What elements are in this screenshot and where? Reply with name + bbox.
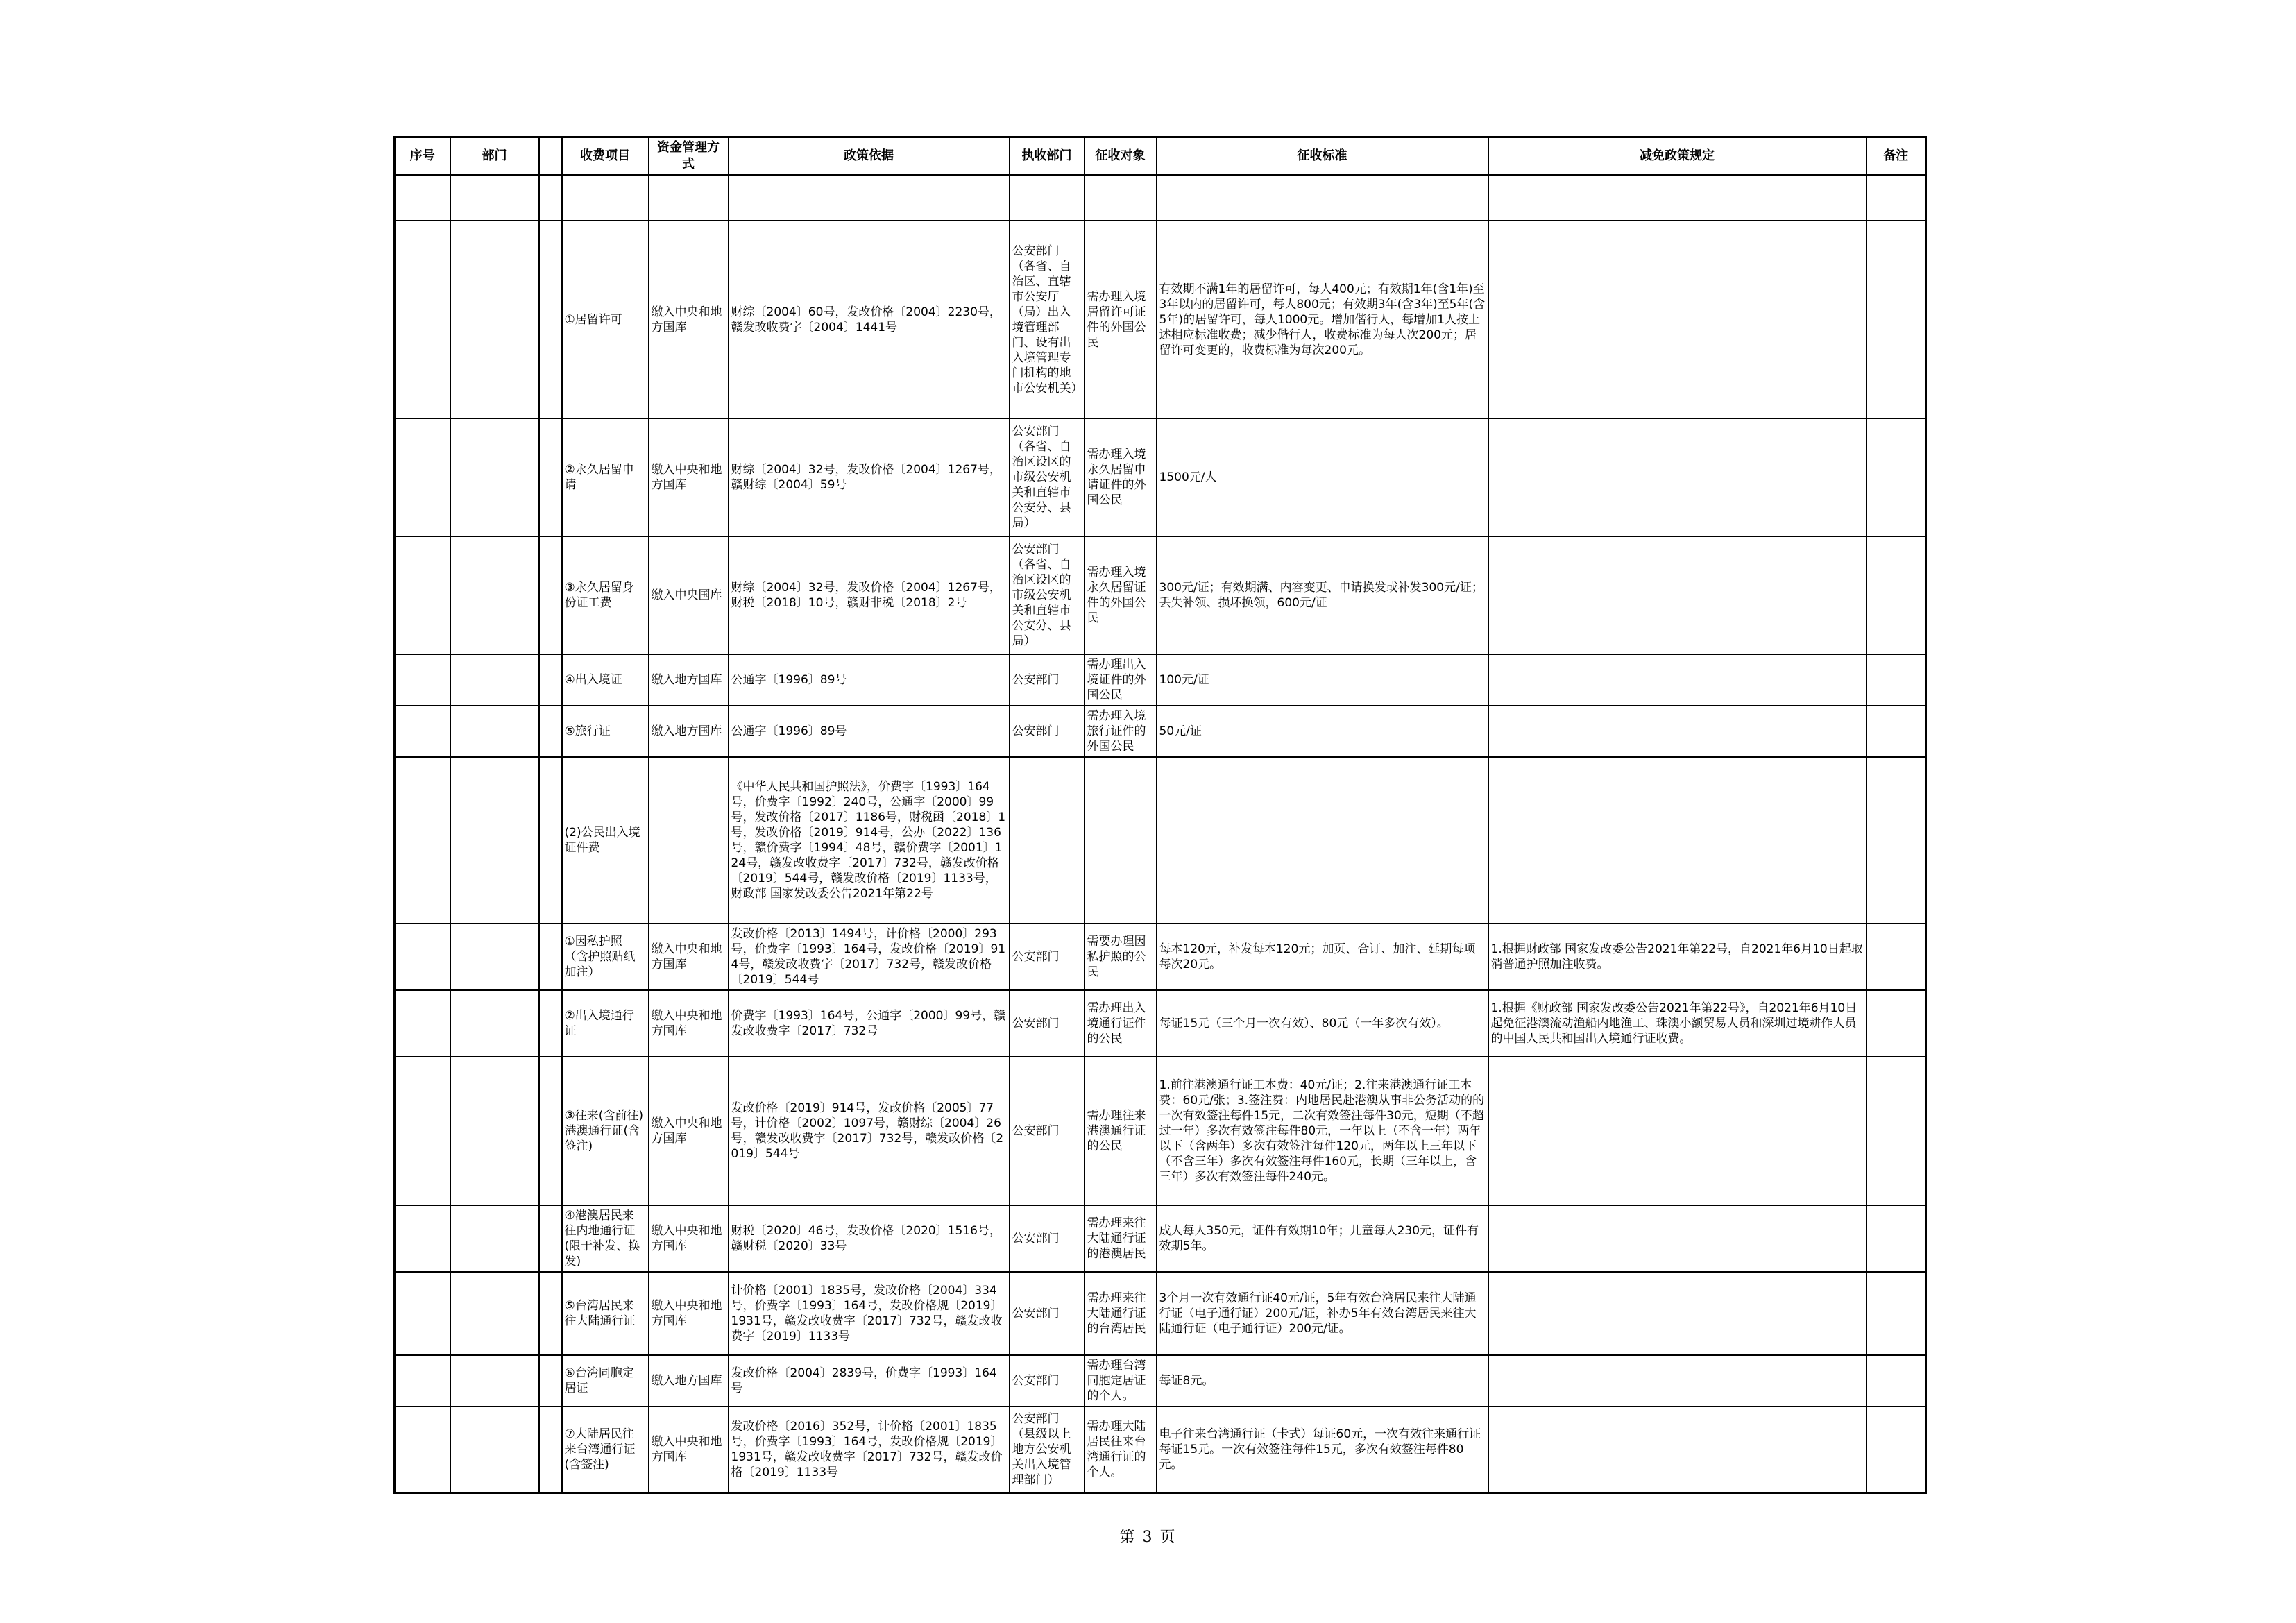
cell-blank: [539, 654, 562, 706]
header-cell: 序号: [395, 137, 450, 176]
cell-collection-standard: 成人每人350元，证件有效期10年；儿童每人230元，证件有效期5年。: [1157, 1205, 1488, 1272]
cell-relief-policy: [1488, 1272, 1866, 1355]
header-cell: 资金管理方式: [649, 137, 729, 176]
cell-fee-item: ②永久居留申请: [562, 418, 649, 536]
cell-fund-management: 缴入中央和地方国库: [649, 1057, 729, 1205]
cell-fund-management: [649, 757, 729, 924]
cell-fund-management: 缴入中央和地方国库: [649, 990, 729, 1057]
cell-collection-standard: 3个月一次有效通行证40元/证，5年有效台湾居民来往大陆通行证（电子通行证）200元/证，补办5年有效台湾居民来往大陆通行证（电子通行证）200元/证。: [1157, 1272, 1488, 1355]
cell-blank: [539, 418, 562, 536]
cell-department: [450, 1355, 539, 1407]
cell-department: [450, 924, 539, 990]
cell-serial: [395, 1057, 450, 1205]
cell-relief-policy: 1.根据《财政部 国家发改委公告2021年第22号》，自2021年6月10日起免征港澳流动渔船内地渔工、珠澳小额贸易人员和深圳过境耕作人员的中国人民共和国出入境通行证收费。: [1488, 990, 1866, 1057]
cell-remark: [1866, 536, 1926, 654]
cell-collecting-department: 公安部门（县级以上地方公安机关出入境管理部门）: [1010, 1407, 1085, 1493]
spacer-cell: [729, 175, 1010, 221]
cell-department: [450, 1407, 539, 1493]
cell-collection-target: 需办理台湾同胞定居证的个人。: [1085, 1355, 1157, 1407]
header-cell: 征收对象: [1085, 137, 1157, 176]
cell-serial: [395, 924, 450, 990]
header-row: [395, 137, 1926, 176]
cell-collection-target: 需办理往来港澳通行证的公民: [1085, 1057, 1157, 1205]
cell-blank: [539, 1205, 562, 1272]
header-cell: 收费项目: [562, 137, 649, 176]
cell-fund-management: 缴入中央和地方国库: [649, 221, 729, 418]
table-row: [395, 990, 1926, 1057]
cell-fee-item: (2)公民出入境证件费: [562, 757, 649, 924]
cell-policy-basis: 财综〔2004〕32号，发改价格〔2004〕1267号，赣财综〔2004〕59号: [729, 418, 1010, 536]
cell-fund-management: 缴入中央国库: [649, 536, 729, 654]
table-row: [395, 654, 1926, 706]
cell-blank: [539, 706, 562, 757]
cell-policy-basis: 公通字〔1996〕89号: [729, 654, 1010, 706]
cell-policy-basis: 计价格〔2001〕1835号，发改价格〔2004〕334号，价费字〔1993〕164号，发改价格规〔2019〕1931号，赣发改收费字〔2017〕732号，赣发改收费字〔2019〕1133号: [729, 1272, 1010, 1355]
spacer-cell: [562, 175, 649, 221]
cell-collection-standard: 有效期不满1年的居留许可，每人400元；有效期1年(含1年)至3年以内的居留许可，每人800元；有效期3年(含3年)至5年(含5年)的居留许可，每人1000元。增加偕行人，每增加1人按上述相应标准收费；减少偕行人，收费标准为每人次200元；居留许可变更的，收费标准为每次200元。: [1157, 221, 1488, 418]
cell-fee-item: ⑦大陆居民往来台湾通行证(含签注): [562, 1407, 649, 1493]
cell-policy-basis: 财综〔2004〕60号，发改价格〔2004〕2230号，赣发改收费字〔2004〕1441号: [729, 221, 1010, 418]
cell-fee-item: ①居留许可: [562, 221, 649, 418]
cell-policy-basis: 财税〔2020〕46号，发改价格〔2020〕1516号，赣财税〔2020〕33号: [729, 1205, 1010, 1272]
cell-collection-standard: 每证15元（三个月一次有效）、80元（一年多次有效）。: [1157, 990, 1488, 1057]
cell-relief-policy: [1488, 1057, 1866, 1205]
table-body: [395, 175, 1926, 1493]
cell-fund-management: 缴入地方国库: [649, 706, 729, 757]
cell-department: [450, 757, 539, 924]
cell-relief-policy: [1488, 418, 1866, 536]
fee-table: [393, 136, 1927, 1494]
cell-blank: [539, 990, 562, 1057]
cell-remark: [1866, 990, 1926, 1057]
cell-blank: [539, 536, 562, 654]
cell-collection-target: 需办理入境永久居留证件的外国公民: [1085, 536, 1157, 654]
table-row: [395, 1407, 1926, 1493]
spacer-cell: [1010, 175, 1085, 221]
cell-blank: [539, 1272, 562, 1355]
cell-remark: [1866, 1205, 1926, 1272]
cell-fee-item: ③往来(含前往)港澳通行证(含签注): [562, 1057, 649, 1205]
table-row: [395, 706, 1926, 757]
cell-collection-target: 需办理大陆居民往来台湾通行证的个人。: [1085, 1407, 1157, 1493]
cell-serial: [395, 706, 450, 757]
cell-fee-item: ④出入境证: [562, 654, 649, 706]
cell-remark: [1866, 1407, 1926, 1493]
cell-department: [450, 221, 539, 418]
cell-serial: [395, 1205, 450, 1272]
page-number: 第 3 页: [1119, 1529, 1177, 1546]
cell-policy-basis: 公通字〔1996〕89号: [729, 706, 1010, 757]
cell-fee-item: ⑥台湾同胞定居证: [562, 1355, 649, 1407]
cell-relief-policy: [1488, 221, 1866, 418]
cell-collection-standard: [1157, 757, 1488, 924]
cell-department: [450, 706, 539, 757]
cell-fee-item: ⑤旅行证: [562, 706, 649, 757]
header-cell: 政策依据: [729, 137, 1010, 176]
cell-fee-item: ⑤台湾居民来往大陆通行证: [562, 1272, 649, 1355]
cell-fund-management: 缴入中央和地方国库: [649, 1407, 729, 1493]
cell-department: [450, 1205, 539, 1272]
cell-serial: [395, 536, 450, 654]
cell-collection-target: 需办理来往大陆通行证的台湾居民: [1085, 1272, 1157, 1355]
header-cell: 备注: [1866, 137, 1926, 176]
cell-collection-target: 需办理出入境证件的外国公民: [1085, 654, 1157, 706]
cell-collection-standard: 电子往来台湾通行证（卡式）每证60元，一次有效往来通行证每证15元。一次有效签注每件15元，多次有效签注每件80元。: [1157, 1407, 1488, 1493]
cell-remark: [1866, 757, 1926, 924]
cell-collection-standard: 100元/证: [1157, 654, 1488, 706]
cell-collecting-department: 公安部门: [1010, 990, 1085, 1057]
cell-fund-management: 缴入中央和地方国库: [649, 1205, 729, 1272]
cell-blank: [539, 221, 562, 418]
table-row: [395, 418, 1926, 536]
cell-relief-policy: [1488, 757, 1866, 924]
cell-policy-basis: 发改价格〔2019〕914号，发改价格〔2005〕77号，计价格〔2002〕1097号，赣财综〔2004〕26号，赣发改收费字〔2017〕732号，赣发改价格〔2019〕544号: [729, 1057, 1010, 1205]
cell-department: [450, 536, 539, 654]
cell-collecting-department: 公安部门（各省、自治区设区的市级公安机关和直辖市公安分、县局）: [1010, 536, 1085, 654]
cell-serial: [395, 1407, 450, 1493]
cell-department: [450, 418, 539, 536]
cell-collection-standard: 每证8元。: [1157, 1355, 1488, 1407]
table-row: [395, 536, 1926, 654]
cell-policy-basis: 发改价格〔2004〕2839号，价费字〔1993〕164号: [729, 1355, 1010, 1407]
cell-collection-target: 需办理来往大陆通行证的港澳居民: [1085, 1205, 1157, 1272]
cell-fund-management: 缴入地方国库: [649, 654, 729, 706]
table-row: [395, 1057, 1926, 1205]
cell-collecting-department: 公安部门（各省、自治区、直辖市公安厅（局）出入境管理部门、设有出入境管理专门机构的地市公安机关）: [1010, 221, 1085, 418]
cell-relief-policy: [1488, 1407, 1866, 1493]
cell-fee-item: ③永久居留身份证工费: [562, 536, 649, 654]
cell-collection-standard: 300元/证；有效期满、内容变更、申请换发或补发300元/证；丢失补领、损坏换领，600元/证: [1157, 536, 1488, 654]
cell-collection-standard: 1500元/人: [1157, 418, 1488, 536]
cell-collecting-department: [1010, 757, 1085, 924]
cell-fund-management: 缴入中央和地方国库: [649, 1272, 729, 1355]
table-row: [395, 924, 1926, 990]
header-cell: 部门: [450, 137, 539, 176]
cell-remark: [1866, 654, 1926, 706]
table-row: [395, 757, 1926, 924]
cell-remark: [1866, 221, 1926, 418]
cell-serial: [395, 1355, 450, 1407]
cell-serial: [395, 221, 450, 418]
cell-blank: [539, 1355, 562, 1407]
cell-relief-policy: [1488, 1205, 1866, 1272]
cell-remark: [1866, 924, 1926, 990]
cell-department: [450, 654, 539, 706]
cell-relief-policy: [1488, 536, 1866, 654]
table-row: [395, 1272, 1926, 1355]
cell-relief-policy: 1.根据财政部 国家发改委公告2021年第22号，自2021年6月10日起取消普通护照加注收费。: [1488, 924, 1866, 990]
spacer-cell: [395, 175, 450, 221]
header-cell: 减免政策规定: [1488, 137, 1866, 176]
table-row: [395, 1205, 1926, 1272]
cell-remark: [1866, 418, 1926, 536]
cell-fund-management: 缴入地方国库: [649, 1355, 729, 1407]
spacer-cell: [539, 175, 562, 221]
cell-relief-policy: [1488, 1355, 1866, 1407]
cell-serial: [395, 418, 450, 536]
cell-serial: [395, 1272, 450, 1355]
cell-policy-basis: 发改价格〔2016〕352号，计价格〔2001〕1835号，价费字〔1993〕164号，发改价格规〔2019〕1931号，赣发改收费字〔2017〕732号，赣发改价格〔2019〕1133号: [729, 1407, 1010, 1493]
table-row: [395, 221, 1926, 418]
cell-policy-basis: 价费字〔1993〕164号，公通字〔2000〕99号，赣发改收费字〔2017〕732号: [729, 990, 1010, 1057]
cell-blank: [539, 757, 562, 924]
spacer-cell: [1488, 175, 1866, 221]
cell-policy-basis: 发改价格〔2013〕1494号，计价格〔2000〕293号，价费字〔1993〕164号，发改价格〔2019〕914号，赣发改收费字〔2017〕732号，赣发改价格〔2019〕544号: [729, 924, 1010, 990]
cell-blank: [539, 1057, 562, 1205]
cell-collection-target: 需办理入境居留许可证件的外国公民: [1085, 221, 1157, 418]
cell-collection-target: 需办理入境旅行证件的外国公民: [1085, 706, 1157, 757]
cell-collection-standard: 1.前往港澳通行证工本费：40元/证；2.往来港澳通行证工本费：60元/张；3.签注费：内地居民赴港澳从事非公务活动的的一次有效签注每件15元，二次有效签注每件30元，短期（不超过一年）多次有效签注每件80元，一年以上（不含一年）两年以下（含两年）多次有效签注每件120元，两年以上三年以下（不含三年）多次有效签注每件160元，长期（三年以上，含三年）多次有效签注每件240元。: [1157, 1057, 1488, 1205]
cell-blank: [539, 1407, 562, 1493]
spacer-cell: [1157, 175, 1488, 221]
cell-remark: [1866, 1272, 1926, 1355]
spacer-cell: [450, 175, 539, 221]
cell-fee-item: ④港澳居民来往内地通行证(限于补发、换发): [562, 1205, 649, 1272]
cell-collection-target: 需要办理因私护照的公民: [1085, 924, 1157, 990]
cell-collection-target: [1085, 757, 1157, 924]
cell-collection-target: 需办理入境永久居留申请证件的外国公民: [1085, 418, 1157, 536]
cell-collection-standard: 每本120元，补发每本120元；加页、合订、加注、延期每项每次20元。: [1157, 924, 1488, 990]
cell-department: [450, 990, 539, 1057]
cell-collecting-department: 公安部门: [1010, 706, 1085, 757]
cell-collecting-department: 公安部门: [1010, 1272, 1085, 1355]
cell-collecting-department: 公安部门: [1010, 1355, 1085, 1407]
cell-fee-item: ②出入境通行证: [562, 990, 649, 1057]
cell-collecting-department: 公安部门（各省、自治区设区的市级公安机关和直辖市公安分、县局）: [1010, 418, 1085, 536]
cell-policy-basis: 《中华人民共和国护照法》，价费字〔1993〕164号，价费字〔1992〕240号，公通字〔2000〕99号，发改价格〔2017〕1186号，财税函〔2018〕1号，发改价格〔2019〕914号，公办〔2022〕136号，赣价费字〔1994〕48号，赣价费字〔2001〕124号，赣发改收费字〔2017〕732号，赣发改价格〔2019〕544号，赣发改价格〔2019〕1133号，财政部 国家发改委公告2021年第22号: [729, 757, 1010, 924]
cell-serial: [395, 654, 450, 706]
spacer-row: [395, 175, 1926, 221]
header-cell: [539, 137, 562, 176]
spacer-cell: [1085, 175, 1157, 221]
cell-remark: [1866, 1355, 1926, 1407]
cell-collecting-department: 公安部门: [1010, 1205, 1085, 1272]
spacer-cell: [1866, 175, 1926, 221]
cell-collecting-department: 公安部门: [1010, 654, 1085, 706]
cell-fund-management: 缴入中央和地方国库: [649, 924, 729, 990]
header-cell: 征收标准: [1157, 137, 1488, 176]
cell-remark: [1866, 706, 1926, 757]
header-cell: 执收部门: [1010, 137, 1085, 176]
cell-collection-standard: 50元/证: [1157, 706, 1488, 757]
cell-collecting-department: 公安部门: [1010, 924, 1085, 990]
cell-blank: [539, 924, 562, 990]
cell-relief-policy: [1488, 654, 1866, 706]
cell-fee-item: ①因私护照（含护照贴纸加注）: [562, 924, 649, 990]
cell-fund-management: 缴入中央和地方国库: [649, 418, 729, 536]
cell-serial: [395, 757, 450, 924]
cell-policy-basis: 财综〔2004〕32号，发改价格〔2004〕1267号，财税〔2018〕10号，赣财非税〔2018〕2号: [729, 536, 1010, 654]
cell-relief-policy: [1488, 706, 1866, 757]
spacer-cell: [649, 175, 729, 221]
cell-serial: [395, 990, 450, 1057]
cell-remark: [1866, 1057, 1926, 1205]
cell-department: [450, 1272, 539, 1355]
table-row: [395, 1355, 1926, 1407]
cell-department: [450, 1057, 539, 1205]
cell-collecting-department: 公安部门: [1010, 1057, 1085, 1205]
cell-collection-target: 需办理出入境通行证件的公民: [1085, 990, 1157, 1057]
